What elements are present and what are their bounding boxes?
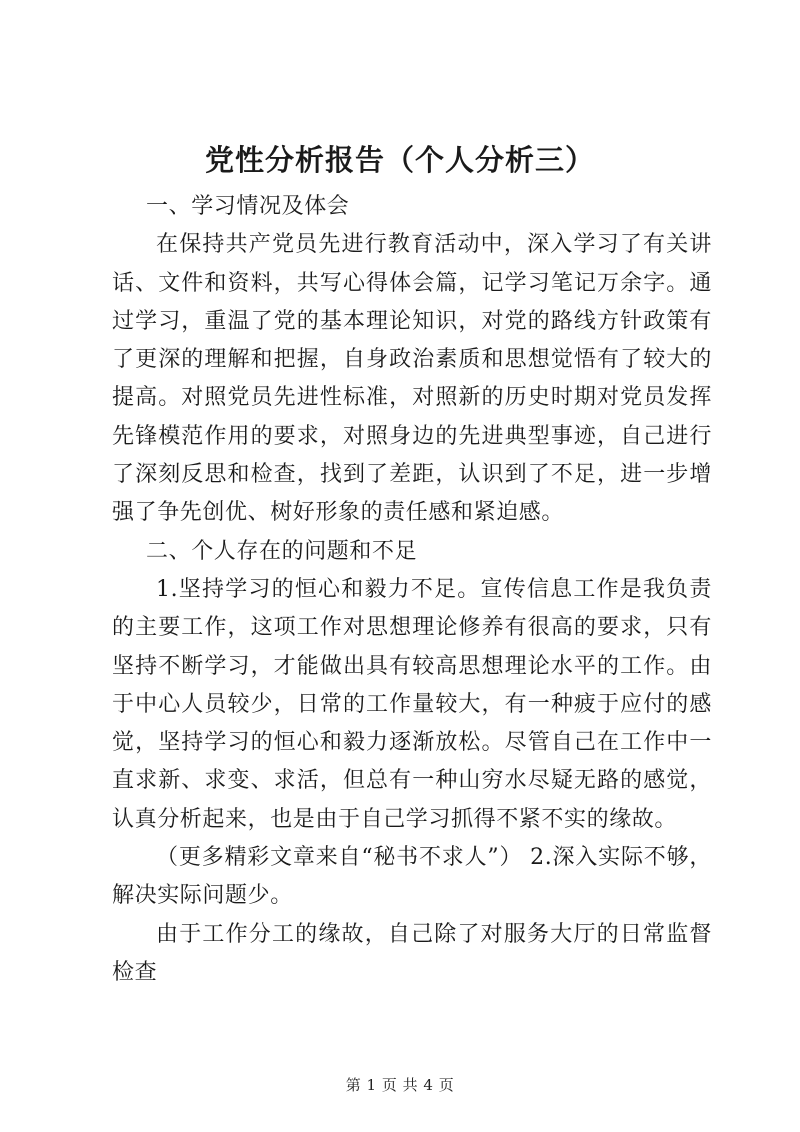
paragraph-work-division: 由于工作分工的缘故，自己除了对服务大厅的日常监督检查 bbox=[112, 921, 712, 985]
paragraph-study-experience: 在保持共产党员先进行教育活动中，深入学习了有关讲话、文件和资料，共写心得体会篇，记学习笔记万余字。通过学习，重温了党的基本理论知识，对党的路线方针政策有了更深的理解和把握，自身政治素质和思想觉悟有了较大的提高。对照党员先进性标准，对照新的历史时期对党员发挥先锋模范作用的要求，对照身边的先进典型事迹，自己进行了深刻反思和检查，找到了差距，认识到了不足，进一步增强了争先创优、树好形象的责任感和紧迫感。 bbox=[112, 232, 712, 526]
section-heading-2: 二、个人存在的问题和不足 bbox=[146, 538, 418, 564]
section-heading-1: 一、学习情况及体会 bbox=[146, 194, 350, 219]
paragraph-problem-2: （更多精彩文章来自“秘书不求人”） 2.深入实际不够，解决实际问题少。 bbox=[112, 845, 712, 909]
paragraph-problem-1: 1.坚持学习的恒心和毅力不足。宣传信息工作是我负责的主要工作，这项工作对思想理论修养有很高的要求，只有坚持不断学习，才能做出具有较高思想理论水平的工作。由于中心人员较少，日常的工作量较大，有一种疲于应付的感觉，坚持学习的恒心和毅力逐渐放松。尽管自己在工作中一直求新、求变、求活，但总有一种山穷水尽疑无路的感觉，认真分析起来，也是由于自己学习抓得不紧不实的缘故。 bbox=[112, 576, 712, 832]
document-title: 党性分析报告（个人分析三） bbox=[204, 143, 595, 177]
page-footer: 第 1 页 共 4 页 bbox=[345, 1076, 455, 1094]
document-body bbox=[112, 188, 712, 992]
